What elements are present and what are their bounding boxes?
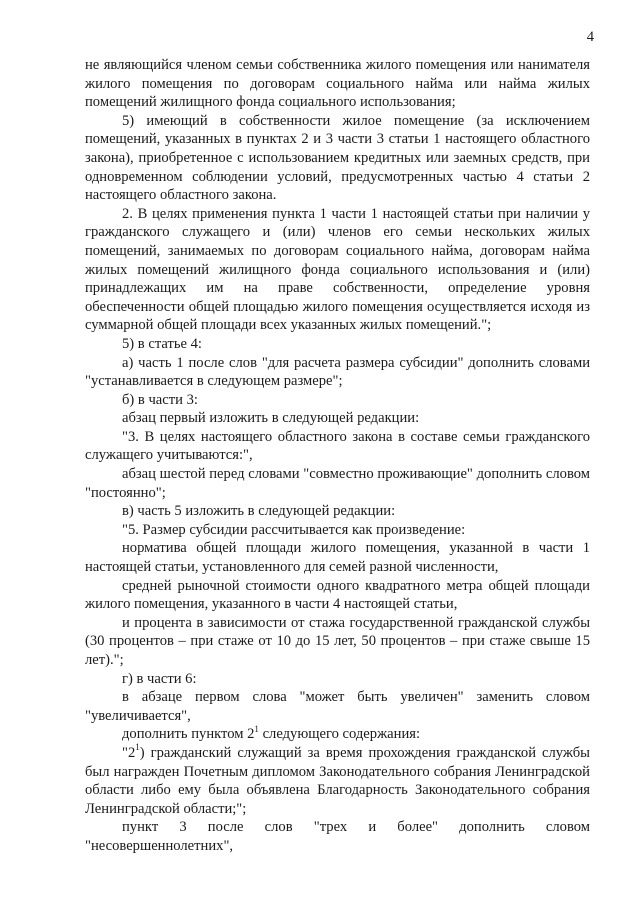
paragraph: пункт 3 после слов "трех и более" дополнить словом "несовершеннолетних", bbox=[85, 819, 590, 854]
paragraph: 5) имеющий в собственности жилое помещение (за исключением помещений, указанных в пунктах 2 и 3 части 3 статьи 1 настоящего областного закона), приобретенное с использованием кредитных или заемных средств, при одновременном соблюдении условий, предусмотренных частью 4 статьи 2 настоящего областного закона. bbox=[85, 112, 590, 204]
paragraph: "3. В целях настоящего областного закона в составе семьи гражданского служащего учитываются:", bbox=[85, 428, 590, 464]
paragraph: и процента в зависимости от стажа государственной гражданской службы (30 процентов – при стаже от 10 до 15 лет, 50 процентов – при стаже свыше 15 лет)."; bbox=[85, 614, 590, 668]
paragraph: абзац первый изложить в следующей редакции: bbox=[122, 410, 420, 427]
text-run: ) гражданский служащий за время прохождения гражданской службы был награжден Почетным дипломом Законодательного собрания Ленинградской области либо ему была объявлена Благодарность Законодательного собрания Ленинградской области;"; bbox=[85, 744, 590, 817]
paragraph: 5) в статье 4: bbox=[122, 335, 202, 352]
paragraph: в абзаце первом слова "может быть увеличен" заменить словом "увеличивается", bbox=[85, 689, 590, 724]
text-run: "2 bbox=[122, 744, 136, 761]
paragraph: средней рыночной стоимости одного квадратного метра общей площади жилого помещения, указанного в части 4 настоящей статьи, bbox=[85, 577, 590, 613]
document-body bbox=[85, 56, 590, 856]
paragraph: абзац шестой перед словами "совместно проживающие" дополнить словом "постоянно"; bbox=[85, 466, 590, 501]
superscript: 1 bbox=[254, 723, 259, 734]
paragraph: в) часть 5 изложить в следующей редакции: bbox=[122, 503, 396, 520]
paragraph: 2. В целях применения пункта 1 части 1 настоящей статьи при наличии у гражданского служащего и (или) членов его семьи нескольких жилых помещений, занимаемых по договорам социального найма, договорам найма жилых помещений жилищного фонда социального использования и (или) принадлежащих им на праве собственности, определение уровня обеспеченности общей площадью жилого помещения осуществляется исходя из суммарной общей площади всех указанных жилых помещений."; bbox=[85, 205, 590, 334]
superscript: 1 bbox=[135, 742, 140, 753]
page-number: 4 bbox=[586, 29, 594, 45]
paragraph bbox=[85, 725, 590, 744]
paragraph: не являющийся членом семьи собственника жилого помещения или нанимателя жилого помещения по договорам социального найма или найма жилых помещений жилищного фонда социального использования; bbox=[85, 57, 590, 111]
paragraph: норматива общей площади жилого помещения, указанной в части 1 настоящей статьи, установленного для семей разной численности, bbox=[85, 540, 590, 576]
paragraph bbox=[85, 744, 590, 818]
text-run: следующего содержания: bbox=[258, 726, 421, 743]
paragraph: "5. Размер субсидии рассчитывается как произведение: bbox=[122, 521, 466, 538]
paragraph: а) часть 1 после слов "для расчета размера субсидии" дополнить словами "устанавливается в следующем размере"; bbox=[85, 354, 590, 390]
text-run: дополнить пунктом 2 bbox=[122, 726, 255, 743]
paragraph: г) в части 6: bbox=[122, 670, 197, 687]
paragraph: б) в части 3: bbox=[122, 391, 198, 408]
